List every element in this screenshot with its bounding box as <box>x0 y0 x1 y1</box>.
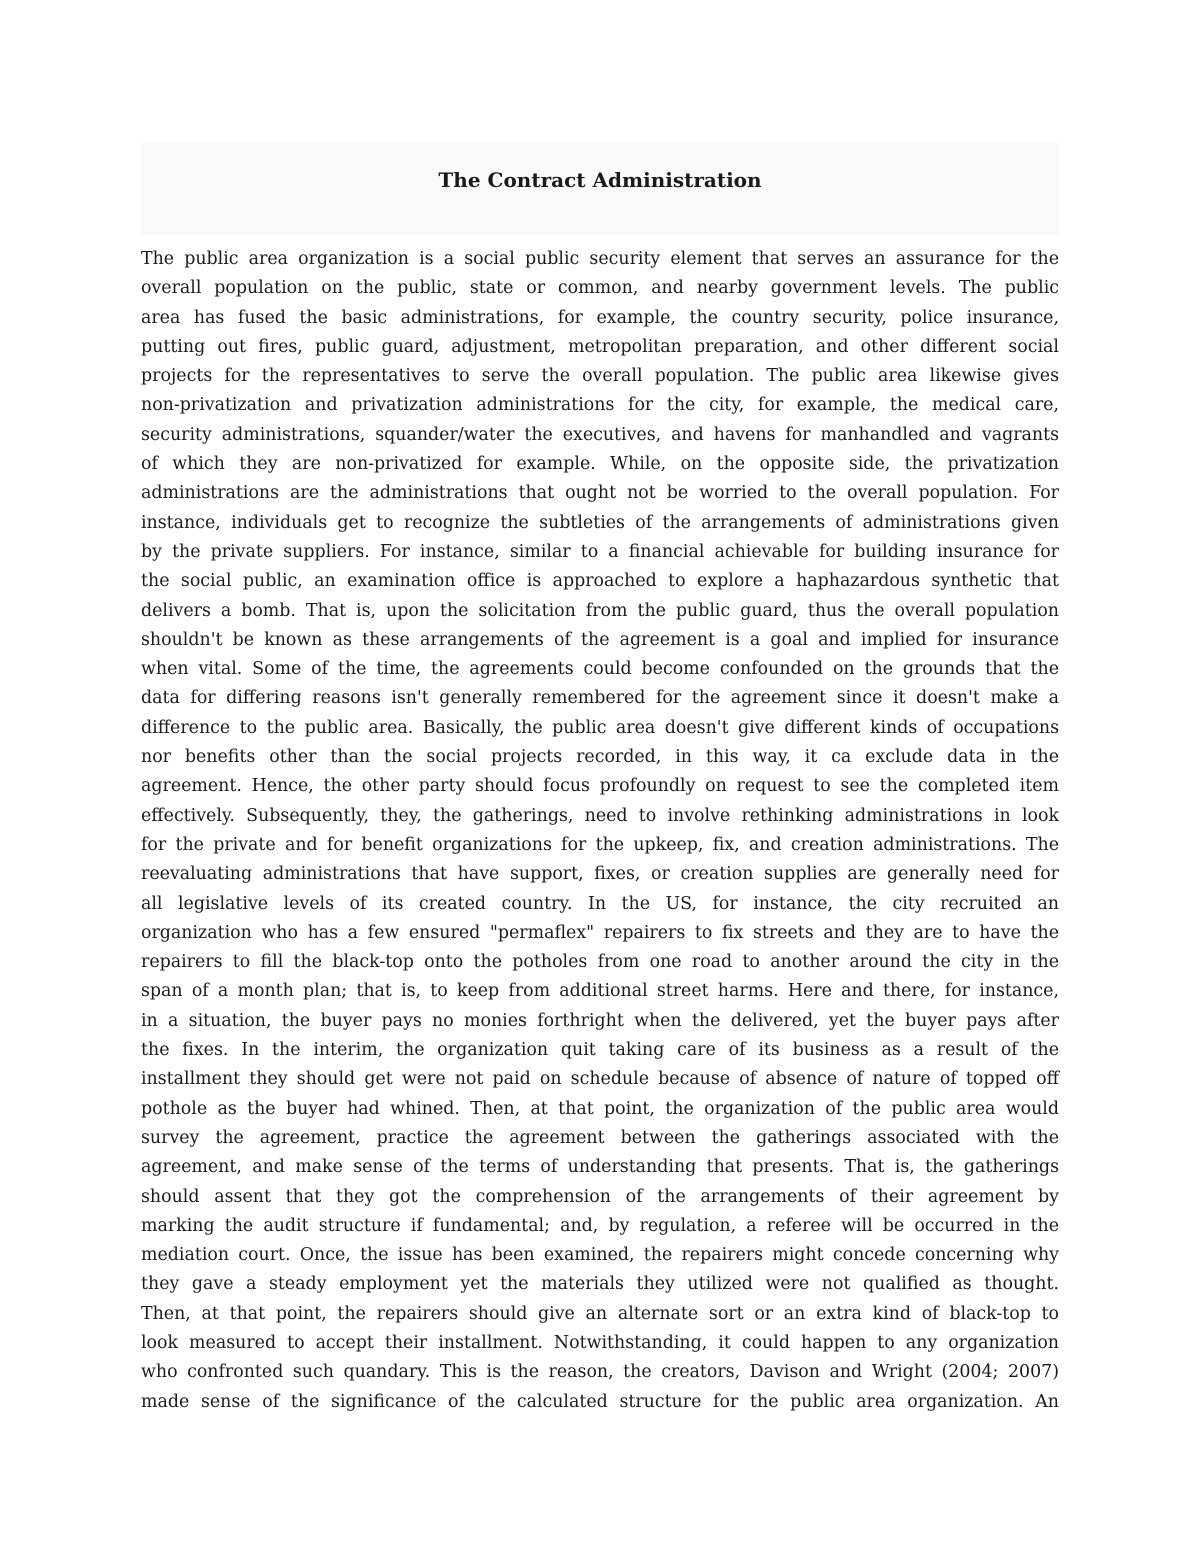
body-line: installment they should get were not paid on schedule because of absence of nature of topped off <box>141 1069 1059 1090</box>
body-line: should assent that they got the comprehension of the arrangements of their agreement by <box>141 1186 1059 1207</box>
body-line: instance, individuals get to recognize the subtleties of the arrangements of administrations given <box>141 512 1059 533</box>
body-line: delivers a bomb. That is, upon the solicitation from the public guard, thus the overall population <box>141 600 1059 621</box>
body-line: pothole as the buyer had whined. Then, at that point, the organization of the public area would <box>141 1098 1059 1119</box>
body-line: of which they are non-privatized for example. While, on the opposite side, the privatization <box>141 454 1059 475</box>
body-line: by the private suppliers. For instance, similar to a financial achievable for building insurance for <box>141 541 1059 562</box>
body-line: survey the agreement, practice the agreement between the gatherings associated with the <box>141 1127 1059 1148</box>
body-line: security administrations, squander/water the executives, and havens for manhandled and vagrants <box>141 424 1059 445</box>
body-line: agreement. Hence, the other party should focus profoundly on request to see the completed item <box>141 776 1059 797</box>
body-line: shouldn't be known as these arrangements of the agreement is a goal and implied for insurance <box>141 629 1059 650</box>
body-line: in a situation, the buyer pays no monies forthright when the delivered, yet the buyer pays after <box>141 1010 1059 1031</box>
body-line: The public area organization is a social public security element that serves an assurance for the <box>141 249 1059 269</box>
body-line: who confronted such quandary. This is the reason, the creators, Davison and Wright (2004; 2007) <box>141 1362 1059 1383</box>
body-line: administrations are the administrations that ought not be worried to the overall population. For <box>141 483 1059 504</box>
body-line: look measured to accept their installment. Notwithstanding, it could happen to any organization <box>141 1332 1059 1353</box>
body-line: data for differing reasons isn't generally remembered for the agreement since it doesn't make a <box>141 688 1059 709</box>
body-line: when vital. Some of the time, the agreements could become confounded on the grounds that the <box>141 659 1059 680</box>
body-line: all legislative levels of its created country. In the US, for instance, the city recruited an <box>141 893 1059 914</box>
body-line: nor benefits other than the social projects recorded, in this way, it ca exclude data in the <box>141 747 1059 768</box>
body-line: marking the audit structure if fundamental; and, by regulation, a referee will be occurred in the <box>141 1215 1059 1236</box>
body-line: effectively. Subsequently, they, the gatherings, need to involve rethinking administrations in look <box>141 805 1059 826</box>
body-line: putting out fires, public guard, adjustment, metropolitan preparation, and other different social <box>141 336 1059 357</box>
document-title: The Contract Administration <box>438 168 762 192</box>
body-line: they gave a steady employment yet the materials they utilized were not qualified as thought. <box>141 1274 1059 1295</box>
body-line: the social public, an examination office is approached to explore a haphazardous synthetic that <box>141 571 1059 592</box>
body-line: Then, at that point, the repairers should give an alternate sort or an extra kind of black-top to <box>141 1303 1059 1324</box>
body-line: for the private and for benefit organizations for the upkeep, fix, and creation administrations. The <box>141 834 1059 855</box>
body-line: made sense of the significance of the calculated structure for the public area organization. An <box>141 1391 1059 1412</box>
body-line: repairers to fill the black-top onto the potholes from one road to another around the city in the <box>141 952 1059 973</box>
body-line: non-privatization and privatization administrations for the city, for example, the medical care, <box>141 395 1059 416</box>
body-line: the fixes. In the interim, the organization quit taking care of its business as a result of the <box>141 1040 1059 1061</box>
body-line: overall population on the public, state or common, and nearby government levels. The public <box>141 278 1059 299</box>
body-line: reevaluating administrations that have support, fixes, or creation supplies are generally need for <box>141 864 1059 885</box>
document-body <box>141 245 1059 1417</box>
body-line: organization who has a few ensured "permaflex" repairers to fix streets and they are to have the <box>141 922 1059 943</box>
body-line: difference to the public area. Basically, the public area doesn't give different kinds of occupations <box>141 717 1059 738</box>
body-line: projects for the representatives to serve the overall population. The public area likewise gives <box>141 366 1059 387</box>
body-line: area has fused the basic administrations, for example, the country security, police insurance, <box>141 307 1059 328</box>
body-line: mediation court. Once, the issue has been examined, the repairers might concede concerning why <box>141 1245 1059 1266</box>
body-line: span of a month plan; that is, to keep from additional street harms. Here and there, for instance, <box>141 981 1059 1002</box>
body-line: agreement, and make sense of the terms of understanding that presents. That is, the gatherings <box>141 1157 1059 1178</box>
